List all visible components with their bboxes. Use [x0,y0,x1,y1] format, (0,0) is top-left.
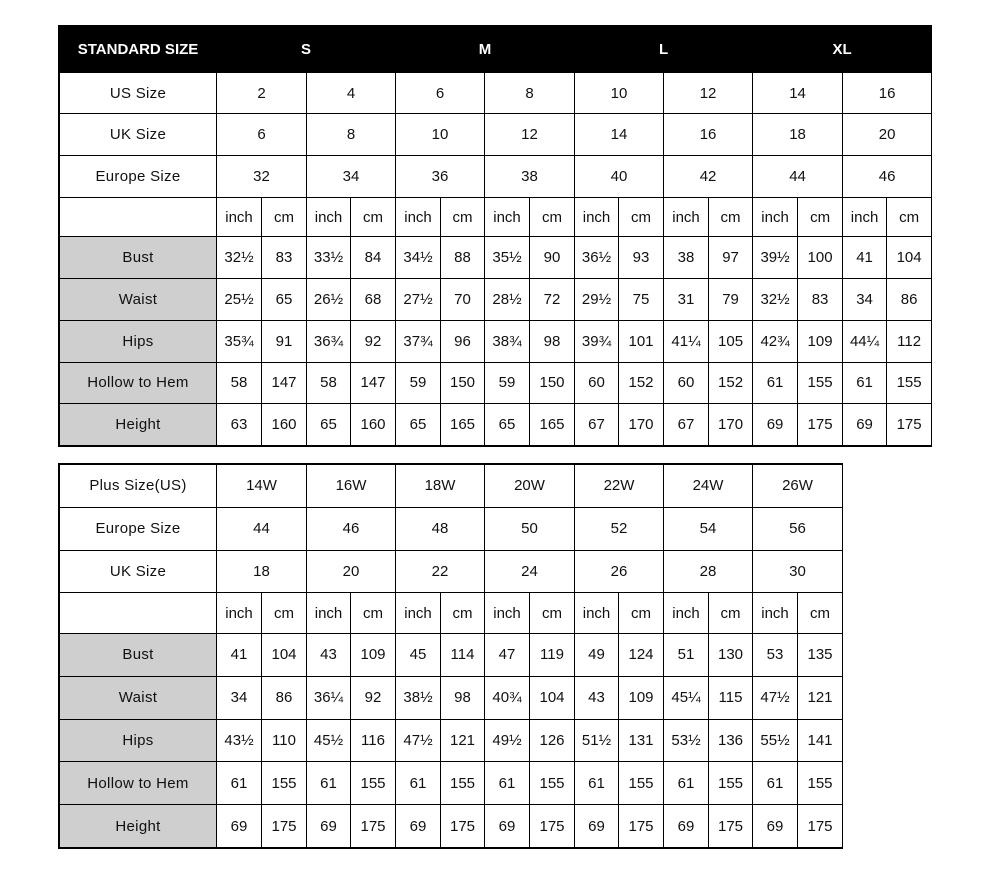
row-label: UK Size [60,114,217,156]
cell: 6 [217,114,307,156]
cell: 38 [485,156,575,198]
cell: 41¼ [664,320,709,362]
row-label-empty [60,593,217,634]
cell: 49½ [485,719,530,762]
cell: 150 [530,362,575,404]
cell: 31 [664,279,709,321]
cell: 36½ [575,237,619,279]
cell: 32½ [217,237,262,279]
cell: 155 [619,762,664,805]
unit-cell: inch [307,197,351,237]
unit-cell: cm [619,197,664,237]
cell: 34½ [396,237,441,279]
plus-size-table [59,464,843,848]
unit-cell: cm [262,197,307,237]
unit-cell: cm [798,593,843,634]
cell: 26½ [307,279,351,321]
cell: 86 [887,279,932,321]
cell: 175 [709,805,753,848]
cell: 114 [441,634,485,677]
cell: 155 [887,362,932,404]
cell: 42 [664,156,753,198]
cell: 112 [887,320,932,362]
cell: 150 [441,362,485,404]
cell: 155 [709,762,753,805]
table-row-waist [60,279,932,321]
cell: 135 [798,634,843,677]
cell: 12 [664,72,753,114]
cell: 47½ [753,676,798,719]
unit-cell: cm [798,197,843,237]
table-row-units [60,197,932,237]
cell: 25½ [217,279,262,321]
cell: 35¾ [217,320,262,362]
cell: 65 [396,404,441,446]
cell: 88 [441,237,485,279]
cell: 2 [217,72,307,114]
cell: 22W [575,465,664,508]
cell: 60 [664,362,709,404]
cell: 40¾ [485,676,530,719]
cell: 58 [307,362,351,404]
cell: 65 [262,279,307,321]
group-label-l: L [575,27,753,73]
unit-cell: inch [664,197,709,237]
cell: 63 [217,404,262,446]
cell: 14 [753,72,843,114]
cell: 130 [709,634,753,677]
table-row-us-size [60,72,932,114]
cell: 44¼ [843,320,887,362]
cell: 41 [217,634,262,677]
cell: 86 [262,676,307,719]
cell: 147 [262,362,307,404]
cell: 27½ [396,279,441,321]
cell: 39½ [753,237,798,279]
unit-cell: inch [485,197,530,237]
row-label: Hips [60,320,217,362]
table-row-height [60,404,932,446]
cell: 10 [396,114,485,156]
table-row-height [60,805,843,848]
row-label: Europe Size [60,507,217,550]
cell: 175 [619,805,664,848]
table-row-plus-size-us [60,465,843,508]
cell: 50 [485,507,575,550]
cell: 175 [798,805,843,848]
cell: 104 [887,237,932,279]
table-row-hollow-to-hem [60,362,932,404]
cell: 61 [843,362,887,404]
cell: 32½ [753,279,798,321]
cell: 28 [664,550,753,593]
table-row-uk-size [60,550,843,593]
cell: 46 [843,156,932,198]
cell: 34 [307,156,396,198]
cell: 44 [753,156,843,198]
cell: 175 [798,404,843,446]
cell: 18 [217,550,307,593]
cell: 121 [441,719,485,762]
cell: 30 [753,550,843,593]
cell: 8 [307,114,396,156]
unit-cell: cm [441,593,485,634]
cell: 175 [351,805,396,848]
unit-cell: inch [575,593,619,634]
unit-cell: inch [396,593,441,634]
cell: 33½ [307,237,351,279]
cell: 61 [217,762,262,805]
cell: 8 [485,72,575,114]
cell: 70 [441,279,485,321]
cell: 90 [530,237,575,279]
cell: 160 [351,404,396,446]
cell: 55½ [753,719,798,762]
unit-cell: inch [307,593,351,634]
cell: 32 [217,156,307,198]
unit-cell: cm [530,197,575,237]
cell: 61 [396,762,441,805]
table-row-hips [60,719,843,762]
cell: 43½ [217,719,262,762]
row-label: Europe Size [60,156,217,198]
cell: 47 [485,634,530,677]
cell: 53½ [664,719,709,762]
row-label: Bust [60,237,217,279]
row-label: Hips [60,719,217,762]
row-label: UK Size [60,550,217,593]
unit-cell: inch [575,197,619,237]
cell: 147 [351,362,396,404]
cell: 61 [307,762,351,805]
cell: 18W [396,465,485,508]
cell: 93 [619,237,664,279]
cell: 4 [307,72,396,114]
cell: 36 [396,156,485,198]
unit-cell: cm [441,197,485,237]
cell: 170 [709,404,753,446]
unit-cell: inch [664,593,709,634]
cell: 83 [262,237,307,279]
row-label: Bust [60,634,217,677]
unit-cell: cm [351,197,396,237]
cell: 16 [664,114,753,156]
unit-cell: cm [887,197,932,237]
cell: 121 [798,676,843,719]
cell: 36¾ [307,320,351,362]
cell: 69 [664,805,709,848]
cell: 41 [843,237,887,279]
cell: 61 [575,762,619,805]
unit-cell: cm [530,593,575,634]
unit-cell: inch [217,593,262,634]
cell: 155 [262,762,307,805]
cell: 98 [530,320,575,362]
cell: 155 [441,762,485,805]
cell: 175 [887,404,932,446]
cell: 75 [619,279,664,321]
cell: 165 [530,404,575,446]
row-label: Waist [60,676,217,719]
cell: 46 [307,507,396,550]
cell: 59 [485,362,530,404]
cell: 38¾ [485,320,530,362]
cell: 175 [441,805,485,848]
cell: 12 [485,114,575,156]
table-row-bust [60,634,843,677]
table-row-bust [60,237,932,279]
row-label: Plus Size(US) [60,465,217,508]
cell: 100 [798,237,843,279]
cell: 60 [575,362,619,404]
table-row-europe-size [60,507,843,550]
cell: 152 [619,362,664,404]
cell: 98 [441,676,485,719]
row-label: Height [60,805,217,848]
cell: 175 [530,805,575,848]
unit-cell: inch [396,197,441,237]
cell: 91 [262,320,307,362]
cell: 160 [262,404,307,446]
cell: 16W [307,465,396,508]
unit-cell: cm [351,593,396,634]
cell: 49 [575,634,619,677]
cell: 69 [396,805,441,848]
cell: 61 [485,762,530,805]
cell: 116 [351,719,396,762]
cell: 131 [619,719,664,762]
cell: 38 [664,237,709,279]
cell: 155 [798,362,843,404]
cell: 20 [307,550,396,593]
cell: 84 [351,237,396,279]
cell: 40 [575,156,664,198]
cell: 115 [709,676,753,719]
cell: 126 [530,719,575,762]
unit-cell: inch [843,197,887,237]
cell: 29½ [575,279,619,321]
unit-cell: inch [485,593,530,634]
cell: 10 [575,72,664,114]
cell: 68 [351,279,396,321]
cell: 47½ [396,719,441,762]
cell: 58 [217,362,262,404]
cell: 155 [798,762,843,805]
cell: 43 [307,634,351,677]
standard-size-table [59,26,932,446]
cell: 37¾ [396,320,441,362]
cell: 67 [575,404,619,446]
cell: 59 [396,362,441,404]
cell: 109 [351,634,396,677]
cell: 51 [664,634,709,677]
cell: 34 [843,279,887,321]
row-label: Hollow to Hem [60,362,217,404]
unit-cell: cm [709,197,753,237]
table-row-hollow-to-hem [60,762,843,805]
table-row-europe-size [60,156,932,198]
cell: 119 [530,634,575,677]
cell: 69 [843,404,887,446]
cell: 45¼ [664,676,709,719]
plus-size-chart [58,463,843,849]
cell: 26 [575,550,664,593]
standard-size-chart [58,25,932,447]
cell: 65 [485,404,530,446]
cell: 92 [351,320,396,362]
cell: 96 [441,320,485,362]
cell: 20W [485,465,575,508]
cell: 105 [709,320,753,362]
cell: 56 [753,507,843,550]
cell: 69 [575,805,619,848]
cell: 65 [307,404,351,446]
cell: 42¾ [753,320,798,362]
cell: 18 [753,114,843,156]
group-label-m: M [396,27,575,73]
cell: 24W [664,465,753,508]
unit-cell: inch [753,593,798,634]
cell: 97 [709,237,753,279]
cell: 92 [351,676,396,719]
cell: 109 [798,320,843,362]
cell: 104 [530,676,575,719]
cell: 69 [307,805,351,848]
cell: 35½ [485,237,530,279]
cell: 6 [396,72,485,114]
cell: 152 [709,362,753,404]
unit-cell: cm [709,593,753,634]
cell: 54 [664,507,753,550]
cell: 61 [753,362,798,404]
cell: 36¼ [307,676,351,719]
cell: 69 [217,805,262,848]
cell: 69 [753,805,798,848]
table-row-uk-size [60,114,932,156]
cell: 175 [262,805,307,848]
standard-header-title: STANDARD SIZE [60,27,217,73]
standard-header-row [60,27,932,73]
unit-cell: inch [753,197,798,237]
group-label-xl: XL [753,27,932,73]
cell: 44 [217,507,307,550]
row-label: Height [60,404,217,446]
cell: 26W [753,465,843,508]
cell: 53 [753,634,798,677]
cell: 155 [351,762,396,805]
group-label-s: S [217,27,396,73]
row-label-empty [60,197,217,237]
cell: 101 [619,320,664,362]
cell: 22 [396,550,485,593]
cell: 170 [619,404,664,446]
cell: 165 [441,404,485,446]
cell: 45 [396,634,441,677]
unit-cell: cm [262,593,307,634]
table-row-waist [60,676,843,719]
cell: 69 [753,404,798,446]
unit-cell: inch [217,197,262,237]
row-label: Hollow to Hem [60,762,217,805]
row-label: Waist [60,279,217,321]
cell: 20 [843,114,932,156]
cell: 67 [664,404,709,446]
cell: 38½ [396,676,441,719]
cell: 34 [217,676,262,719]
cell: 14W [217,465,307,508]
cell: 69 [485,805,530,848]
cell: 109 [619,676,664,719]
cell: 51½ [575,719,619,762]
cell: 39¾ [575,320,619,362]
cell: 104 [262,634,307,677]
cell: 79 [709,279,753,321]
cell: 43 [575,676,619,719]
cell: 61 [664,762,709,805]
table-row-units [60,593,843,634]
cell: 48 [396,507,485,550]
cell: 24 [485,550,575,593]
cell: 45½ [307,719,351,762]
cell: 72 [530,279,575,321]
unit-cell: cm [619,593,664,634]
cell: 110 [262,719,307,762]
cell: 52 [575,507,664,550]
cell: 83 [798,279,843,321]
table-row-hips [60,320,932,362]
cell: 14 [575,114,664,156]
cell: 61 [753,762,798,805]
cell: 136 [709,719,753,762]
row-label: US Size [60,72,217,114]
cell: 28½ [485,279,530,321]
cell: 155 [530,762,575,805]
cell: 141 [798,719,843,762]
cell: 124 [619,634,664,677]
cell: 16 [843,72,932,114]
